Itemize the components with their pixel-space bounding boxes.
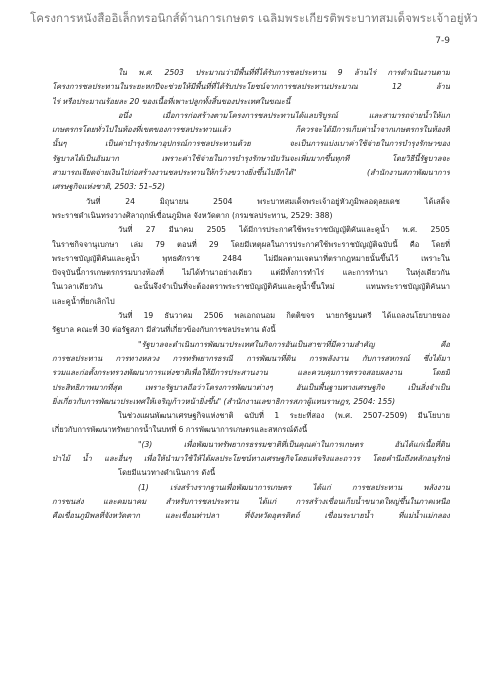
text-line: รัฐบาล คณะที่ 30 ต่อรัฐสภา มีส่วนที่เกี่ยวข้องกับการชลประทาน ดังนี้ — [52, 325, 276, 335]
text-line: ในเวลาเดียวกัน ฉะนั้นจึงจำเป็นที่จะต้องตราพระราชบัญญัติคันและคูน้ำขึ้นใหม่ แทนพระราชบัญญัติคันนา — [52, 282, 450, 292]
text-line: คือเขื่อนภูมิพลที่จังหวัดตาก และเขื่อนท่าปลา ที่จังหวัดอุตรดิตถ์ เขื่อนระบายน้ำ ที่แม่น้ำแม่กลอง — [52, 511, 450, 521]
text-line: "รัฐบาลจะดำเนินการพัฒนาประเทศในกิจการอันเป็นสาขาที่มีความสำคัญ คือ — [138, 339, 450, 349]
text-line: รวมและก่อตั้งกระทรวงพัฒนาการแห่งชาติเพื่อให้มีการประสานงาน และควบคุมการตรวจสอบผลงาน โดยมี — [52, 368, 450, 378]
text-line: และคูน้ำที่ยกเลิกไป — [52, 296, 115, 306]
text-line: ประสิทธิภาพมากที่สุด เพราะรัฐบาลถือว่าโครงการพัฒนาต่างๆ อันเป็นพื้นฐานทางเศรษฐกิจ เป็นสิ่งจำเป็น — [52, 382, 450, 392]
page-number: 7-9 — [435, 36, 450, 46]
text-line: นั้นๆ เป็นค่าบำรุงรักษาอุปกรณ์การชลประทานด้วย จะเป็นการแบ่งเบาค่าใช้จ่ายในการบำรุงรักษาของ — [52, 139, 450, 149]
text-line: การขนส่ง และคมนาคม สำหรับการชลประทาน ได้แก่ การสร้างเขื่อนเก็บน้ำขนาดใหญ่ขึ้นในภาคเหนือ — [52, 496, 450, 506]
text-line: การชลประทาน การทางหลวง การทรัพยากรธรณี การพัฒนาที่ดิน การพลังงาน กับการสหกรณ์ ซึ่งได้มา — [52, 353, 450, 363]
text-line: ใน พ.ศ. 2503 ประมาณว่ามีพื้นที่ที่ได้รับการชลประทาน 9 ล้านไร่ การดำเนินงานตาม — [118, 68, 450, 77]
text-line: ป่าไม้ น้ำ และอื่นๆ เพื่อให้นำมาใช้ให้ได้ผลประโยชน์ทางเศรษฐกิจโดยแท้จริงและถาวร โดยคำนึงถึงหลักอนุรักษ์ — [52, 454, 450, 464]
text-line: ในช่วงแผนพัฒนาเศรษฐกิจแห่งชาติ ฉบับที่ 1 ระยะที่สอง (พ.ศ. 2507-2509) มีนโยบาย — [118, 411, 450, 421]
text-line: พระราชบัญญัติคันและคูน้ำ พุทธศักราช 2484 ไม่มีผลตามเจตนาที่ตรากฎหมายนั้นขึ้นไว้ เพราะใน — [52, 253, 450, 263]
text-line: "(3) เพื่อพัฒนาทรัพยากรธรรมชาติที่เป็นคุณค่าในการเกษตร อันได้แก่เนื้อที่ดิน — [138, 439, 450, 449]
document-body — [52, 66, 450, 524]
paragraph — [52, 66, 450, 109]
text-line: โครงการชลประทานในระยะหกปีจะช่วยให้มีพื้นที่ที่ได้รับประโยชน์จากการชลประทานประมาณ 12 ล้าน — [52, 82, 450, 92]
text-line: พระราชดำเนินทรงวางศิลาฤกษ์เขื่อนภูมิพล จังหวัดตาก (กรมชลประทาน, 2529: 388) — [52, 210, 333, 220]
quoted-paragraph — [52, 438, 450, 481]
text-line: ปัจจุบันนี้การเกษตรกรรมบางท้องที่ ไม่ได้ทำนาอย่างเดียว แต่มีทั้งการทำไร่ และการทำนา ในทุ่งเดียวกัน — [52, 268, 450, 278]
text-line: โดยมีแนวทางดำเนินการ ดังนี้ — [118, 468, 216, 478]
quoted-paragraph — [52, 338, 450, 409]
text-line: สามารถเจียดจ่ายเงินไปก่อสร้างงานชลประทานให้กว้างขวางยิ่งขึ้นไปอีกได้" (สำนักงานสภาพัฒนาการ — [52, 168, 450, 178]
paragraph — [52, 309, 450, 338]
text-line: เกี่ยวกับการพัฒนาทรัพยากรน้ำในบทที่ 6 การพัฒนาการเกษตรและสหกรณ์ดังนี้ — [52, 425, 308, 435]
text-line: อนึ่ง เมื่อการก่อสร้างตามโครงการชลประทานได้แลบริบูรณ์ และสามารถจ่ายน้ำให้แก่ — [118, 110, 450, 120]
text-line: รัฐบาลได้เป็นอันมาก เพราะค่าใช้จ่ายในการบำรุงรักษานับวันจะเพิ่มมากขึ้นทุกที โดยวิธีนี้รัฐบาลจะ — [52, 153, 450, 163]
text-line: วันที่ 27 มีนาคม 2505 ได้มีการประกาศใช้พระราชบัญญัติคันและคูน้ำ พ.ศ. 2505 — [118, 225, 450, 235]
text-line: ในราชกิจจานุเบกษา เล่ม 79 ตอนที่ 29 โดยมีเหตุผลในการประกาศใช้พระราชบัญญัติฉบับนี้ คือ โดยที่ — [52, 239, 450, 249]
running-header: โครงการหนังสืออิเล็กทรอนิกส์ด้านการเกษตร เฉลิมพระเกียรติพระบาทสมเด็จพระเจ้าอยู่หัว — [30, 11, 478, 25]
paragraph — [52, 481, 450, 524]
text-line: วันที่ 19 ธันวาคม 2506 พลเอกถนอม กิตติขจร นายกรัฐมนตรี ได้แถลงนโยบายของ — [118, 311, 450, 321]
text-line: ไร่ หรือประมาณร้อยละ 20 ของเนื้อที่เพาะปลูกทั้งสิ้นของประเทศในขณะนี้ — [52, 96, 291, 106]
text-line: (1) เร่งสร้างรากฐานเพื่อพัฒนาการเกษตร ได้แก่ การชลประทาน พลังงาน — [138, 482, 450, 492]
paragraph — [52, 109, 450, 195]
paragraph — [52, 223, 450, 309]
text-line: วันที่ 24 มิถุนายน 2504 พระบาทสมเด็จพระเจ้าอยู่หัวภูมิพลอดุลยเดช ได้เสด็จ — [86, 196, 450, 206]
text-line: เศรษฐกิจแห่งชาติ, 2503: 51–52) — [52, 182, 165, 192]
text-line: เกษตรกรโดยทั่วไปในท้องที่เขตของการชลประทานแล้ว ก็ควรจะได้มีการเก็บค่าน้ำจากเกษตรกรในท้องที่ — [52, 125, 450, 135]
paragraph — [52, 409, 450, 438]
text-line: ยิ่งเกี่ยวกับการพัฒนาประเทศให้เจริญก้าวหน้ายิ่งขึ้น" (สำนักงานเลขาธิการสภาผู้แทนราษฎร, 2504: 155) — [52, 396, 396, 406]
paragraph — [52, 195, 450, 224]
